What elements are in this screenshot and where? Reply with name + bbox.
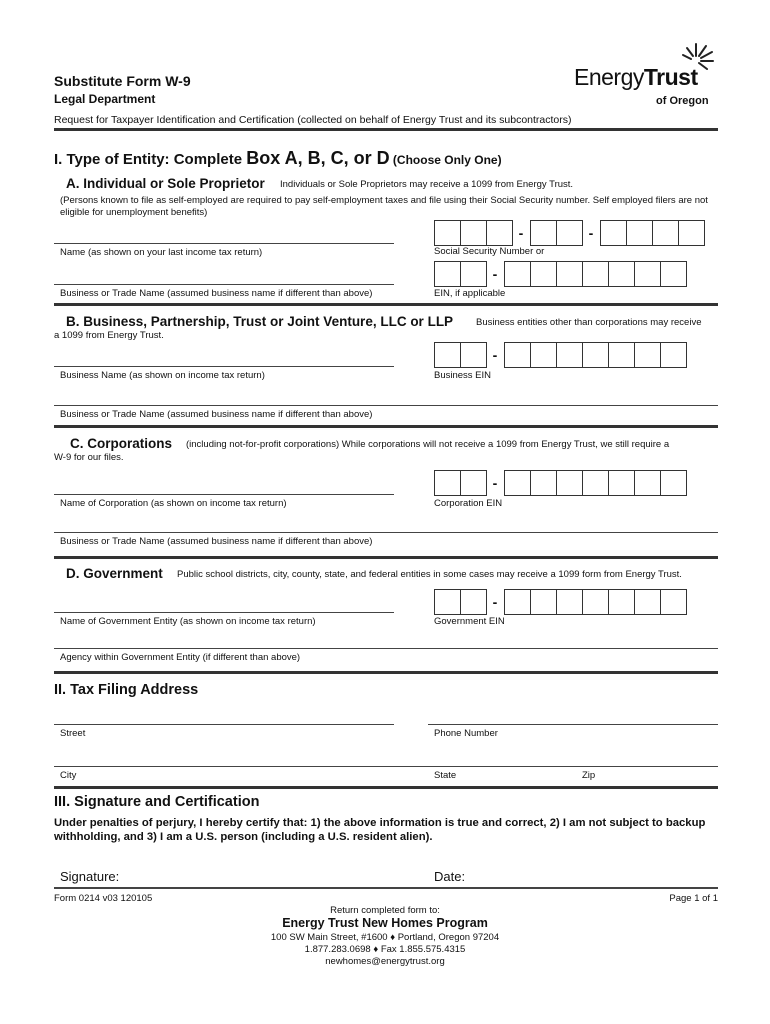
section-b-desc2: a 1099 from Energy Trust. [54, 330, 164, 341]
ssn-digit[interactable] [678, 220, 705, 246]
corporation-trade-name-field[interactable] [54, 532, 718, 533]
program-name: Energy Trust New Homes Program [282, 916, 488, 930]
corporation-ein-label: Corporation EIN [434, 498, 503, 509]
ein-digit[interactable] [434, 470, 461, 496]
ein-digit[interactable] [634, 470, 661, 496]
signature-date-field[interactable] [54, 887, 718, 889]
city-label: City [60, 770, 77, 781]
ein-digit[interactable] [460, 261, 487, 287]
signature-label: Signature: [60, 869, 120, 884]
ssn-digit[interactable] [600, 220, 627, 246]
section-d-desc: Public school districts, city, county, state, and federal entities in some cases may receive a 1099 form from Energy Trust. [177, 569, 682, 580]
ein-digit[interactable] [582, 470, 609, 496]
government-name-label: Name of Government Entity (as shown on income tax return) [60, 616, 316, 627]
ein-digit[interactable] [608, 342, 635, 368]
government-name-field[interactable] [54, 612, 394, 613]
ein-digit[interactable] [582, 342, 609, 368]
business-name-label: Business Name (as shown on income tax return) [60, 370, 265, 381]
ein-digit[interactable] [460, 342, 487, 368]
section-a-divider [54, 303, 718, 306]
corporation-name-label: Name of Corporation (as shown on income tax return) [60, 498, 287, 509]
ssn-digit[interactable] [434, 220, 461, 246]
ein-digit[interactable] [460, 589, 487, 615]
logo-trust: Trust [643, 64, 698, 90]
individual-ein-label: EIN, if applicable [434, 288, 506, 299]
dash-separator: - [492, 594, 498, 610]
program-email[interactable]: newhomes@energytrust.org [325, 956, 445, 967]
ssn-digit[interactable] [556, 220, 583, 246]
logo-energy: Energy [574, 64, 644, 90]
section-c-desc2: W-9 for our files. [54, 452, 124, 463]
ein-digit[interactable] [608, 470, 635, 496]
corporation-name-field[interactable] [54, 494, 394, 495]
department-label: Legal Department [54, 92, 156, 106]
corporation-trade-name-label: Business or Trade Name (assumed business name if different than above) [60, 536, 373, 547]
ssn-digit[interactable] [652, 220, 679, 246]
section-b-divider [54, 425, 718, 428]
return-to-label: Return completed form to: [330, 905, 440, 916]
dash-separator: - [518, 225, 524, 241]
business-ein-label: Business EIN [434, 370, 492, 381]
ssn-label: Social Security Number or [434, 246, 545, 257]
agency-label: Agency within Government Entity (if different than above) [60, 652, 301, 663]
program-phone: 1.877.283.0698 ♦ Fax 1.855.575.4315 [304, 944, 466, 955]
phone-field[interactable] [428, 724, 718, 725]
ein-digit[interactable] [504, 470, 531, 496]
page-number: Page 1 of 1 [669, 893, 718, 904]
ein-digit[interactable] [608, 261, 635, 287]
city-state-zip-field[interactable] [54, 766, 718, 767]
ein-digit[interactable] [460, 470, 487, 496]
phone-label: Phone Number [434, 728, 498, 739]
ein-digit[interactable] [434, 589, 461, 615]
ein-digit[interactable] [434, 342, 461, 368]
header-divider [54, 128, 718, 131]
agency-field[interactable] [54, 648, 718, 649]
street-field[interactable] [54, 724, 394, 725]
ein-digit[interactable] [660, 261, 687, 287]
section-a-title: A. Individual or Sole Proprietor [66, 176, 265, 191]
ein-digit[interactable] [556, 470, 583, 496]
certification-text: Under penalties of perjury, I hereby certify that: 1) the above information is true and correct, 2) I am not subject to backup withholding, and 3) I am a U.S. person (including a U.S. resident alien). [54, 817, 706, 843]
dash-separator: - [492, 475, 498, 491]
section-d-title: D. Government [66, 566, 163, 581]
ssn-input[interactable] [434, 220, 704, 246]
ein-digit[interactable] [556, 261, 583, 287]
ein-digit[interactable] [530, 261, 557, 287]
ein-digit[interactable] [530, 342, 557, 368]
ein-digit[interactable] [660, 589, 687, 615]
ein-digit[interactable] [582, 261, 609, 287]
ein-digit[interactable] [504, 589, 531, 615]
business-trade-name-field[interactable] [54, 405, 718, 406]
ein-digit[interactable] [556, 342, 583, 368]
government-ein-input[interactable] [434, 589, 686, 615]
dash-separator: - [492, 266, 498, 282]
ein-digit[interactable] [634, 342, 661, 368]
section-c-divider [54, 556, 718, 559]
individual-business-name-label: Business or Trade Name (assumed business name if different than above) [60, 288, 373, 299]
ein-digit[interactable] [530, 470, 557, 496]
ssn-digit[interactable] [486, 220, 513, 246]
ein-digit[interactable] [634, 589, 661, 615]
ein-digit[interactable] [582, 589, 609, 615]
individual-business-name-field[interactable] [54, 284, 394, 285]
section2-divider [54, 786, 718, 789]
corporation-ein-input[interactable] [434, 470, 686, 496]
section-a-desc: Individuals or Sole Proprietors may receive a 1099 from Energy Trust. [280, 179, 574, 190]
dash-separator: - [492, 347, 498, 363]
form-title: Substitute Form W-9 [54, 73, 191, 89]
ein-digit[interactable] [556, 589, 583, 615]
street-label: Street [60, 728, 86, 739]
ssn-digit[interactable] [530, 220, 557, 246]
ein-digit[interactable] [504, 342, 531, 368]
business-name-field[interactable] [54, 366, 394, 367]
business-trade-name-label: Business or Trade Name (assumed business name if different than above) [60, 409, 373, 420]
logo-oregon: of Oregon [656, 95, 709, 107]
date-label: Date: [434, 869, 466, 884]
dash-separator: - [588, 225, 594, 241]
request-text: Request for Taxpayer Identification and Certification (collected on behalf of Energy Trust and its subcontractors) [54, 114, 572, 126]
individual-ein-input[interactable] [434, 261, 686, 287]
ssn-digit[interactable] [460, 220, 487, 246]
individual-name-label: Name (as shown on your last income tax return) [60, 247, 263, 258]
section2-heading: II. Tax Filing Address [54, 682, 199, 698]
ein-digit[interactable] [608, 589, 635, 615]
section-c-title: C. Corporations [70, 436, 173, 451]
program-address: 100 SW Main Street, #1600 ♦ Portland, Oregon 97204 [270, 932, 500, 943]
ssn-digit[interactable] [626, 220, 653, 246]
zip-label: Zip [582, 770, 596, 781]
business-ein-input[interactable] [434, 342, 686, 368]
state-label: State [434, 770, 457, 781]
logo-wordmark [574, 64, 698, 91]
ein-digit[interactable] [530, 589, 557, 615]
individual-name-field[interactable] [54, 243, 394, 244]
section-a-note: (Persons known to file as self-employed are required to pay self-employment taxes and file using their Social Security number. Self employed filers are not eligible for unemployment benefits) [60, 195, 708, 218]
ein-digit[interactable] [504, 261, 531, 287]
section-d-divider [54, 671, 718, 674]
form-id: Form 0214 v03 120105 [54, 893, 153, 904]
section-c-desc: (including not-for-profit corporations) While corporations will not receive a 1099 from Energy Trust, we still require a [186, 439, 670, 450]
ein-digit[interactable] [434, 261, 461, 287]
government-ein-label: Government EIN [434, 616, 505, 627]
ein-digit[interactable] [660, 342, 687, 368]
section-b-desc: Business entities other than corporations may receive [476, 317, 702, 328]
ein-digit[interactable] [634, 261, 661, 287]
section-b-title: B. Business, Partnership, Trust or Joint Venture, LLC or LLP [66, 314, 454, 329]
ein-digit[interactable] [660, 470, 687, 496]
section3-heading: III. Signature and Certification [54, 794, 260, 810]
section1-heading: I. Type of Entity: Complete Box A, B, C, or D (Choose Only One) [54, 148, 502, 168]
